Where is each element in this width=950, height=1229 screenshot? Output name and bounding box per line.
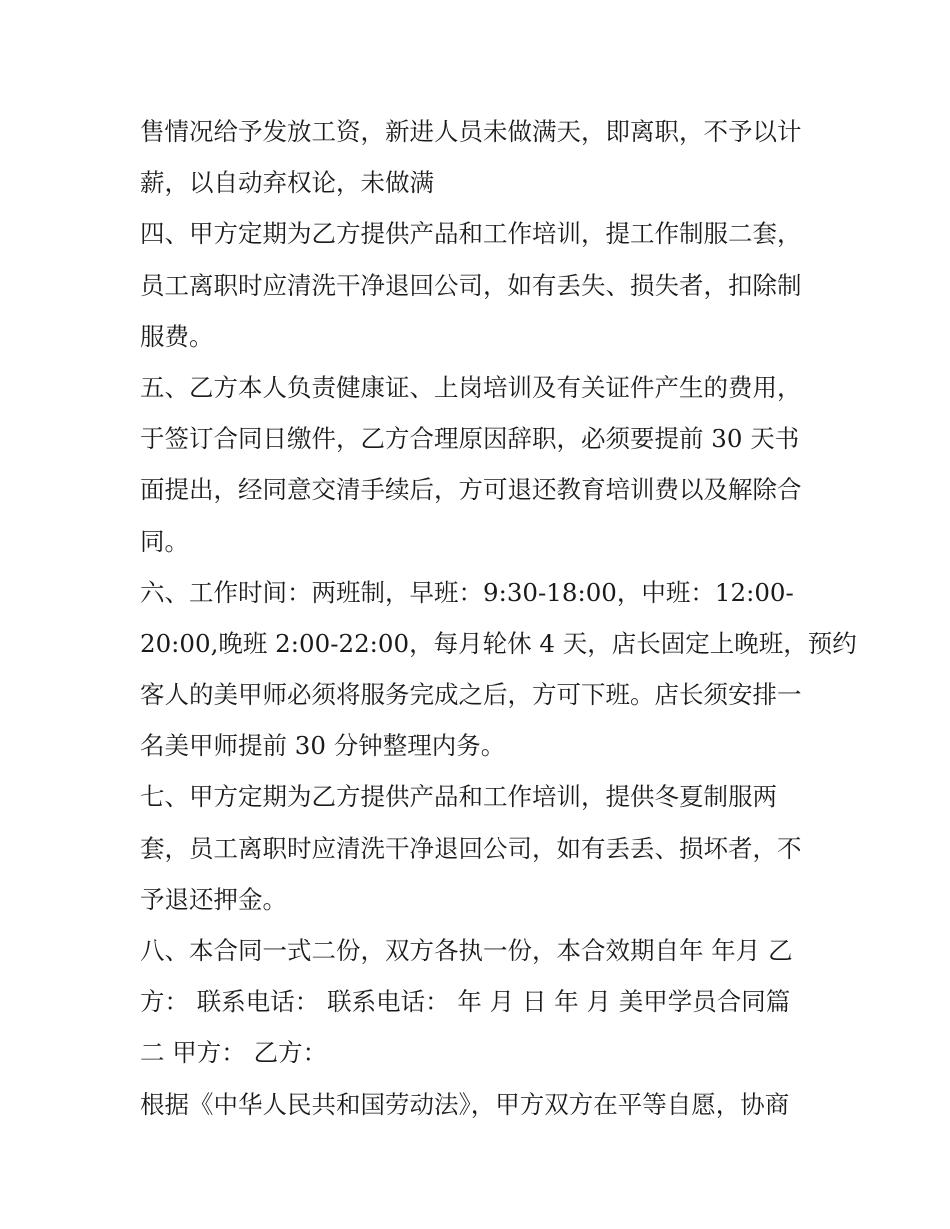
text-line: 服费。 bbox=[140, 321, 214, 351]
text-line: 套，员工离职时应清洗干净退回公司，如有丢丢、损坏者，不 bbox=[140, 833, 802, 863]
clause-four-line: 四、甲方定期为乙方提供产品和工作培训，提工作制服二套， bbox=[140, 219, 802, 249]
text-line: 二 甲方： 乙方： bbox=[140, 1038, 328, 1068]
text-line: 客人的美甲师必须将服务完成之后，方可下班。店长须安排一 bbox=[140, 680, 802, 710]
clause-eight-line: 八、本合同一式二份，双方各执一份，本合效期自年 年月 乙 bbox=[140, 936, 793, 965]
text-line: 薪，以自动弃权论，未做满 bbox=[140, 168, 434, 198]
text-line: 予退还押金。 bbox=[140, 884, 287, 914]
text-line: 同。 bbox=[140, 526, 189, 556]
clause-seven-line: 七、甲方定期为乙方提供产品和工作培训，提供冬夏制服两 bbox=[140, 782, 777, 812]
text-line: 名美甲师提前 30 分钟整理内务。 bbox=[140, 731, 506, 761]
clause-six-line: 六、工作时间：两班制，早班：9:30-18:00，中班：12:00- bbox=[140, 577, 794, 607]
text-line: 于签订合同日缴件，乙方合理原因辞职，必须要提前 30 天书 bbox=[140, 424, 800, 454]
text-line: 面提出，经同意交清手续后，方可退还教育培训费以及解除合 bbox=[140, 475, 802, 505]
text-line: 20:00,晚班 2:00-22:00，每月轮休 4 天，店长固定上晚班，预约 bbox=[140, 628, 857, 658]
clause-five-line: 五、乙方本人负责健康证、上岗培训及有关证件产生的费用， bbox=[140, 372, 802, 402]
text-line: 根据《中华人民共和国劳动法》，甲方双方在平等自愿，协商 bbox=[140, 1089, 790, 1119]
text-line: 方： 联系电话： 联系电话： 年 月 日 年 月 美甲学员合同篇 bbox=[140, 987, 791, 1017]
text-line: 员工离职时应清洗干净退回公司，如有丢失、损失者，扣除制 bbox=[140, 270, 802, 300]
contract-body bbox=[140, 106, 857, 1130]
text-line: 售情况给予发放工资，新进人员未做满天，即离职，不予以计 bbox=[140, 117, 802, 146]
